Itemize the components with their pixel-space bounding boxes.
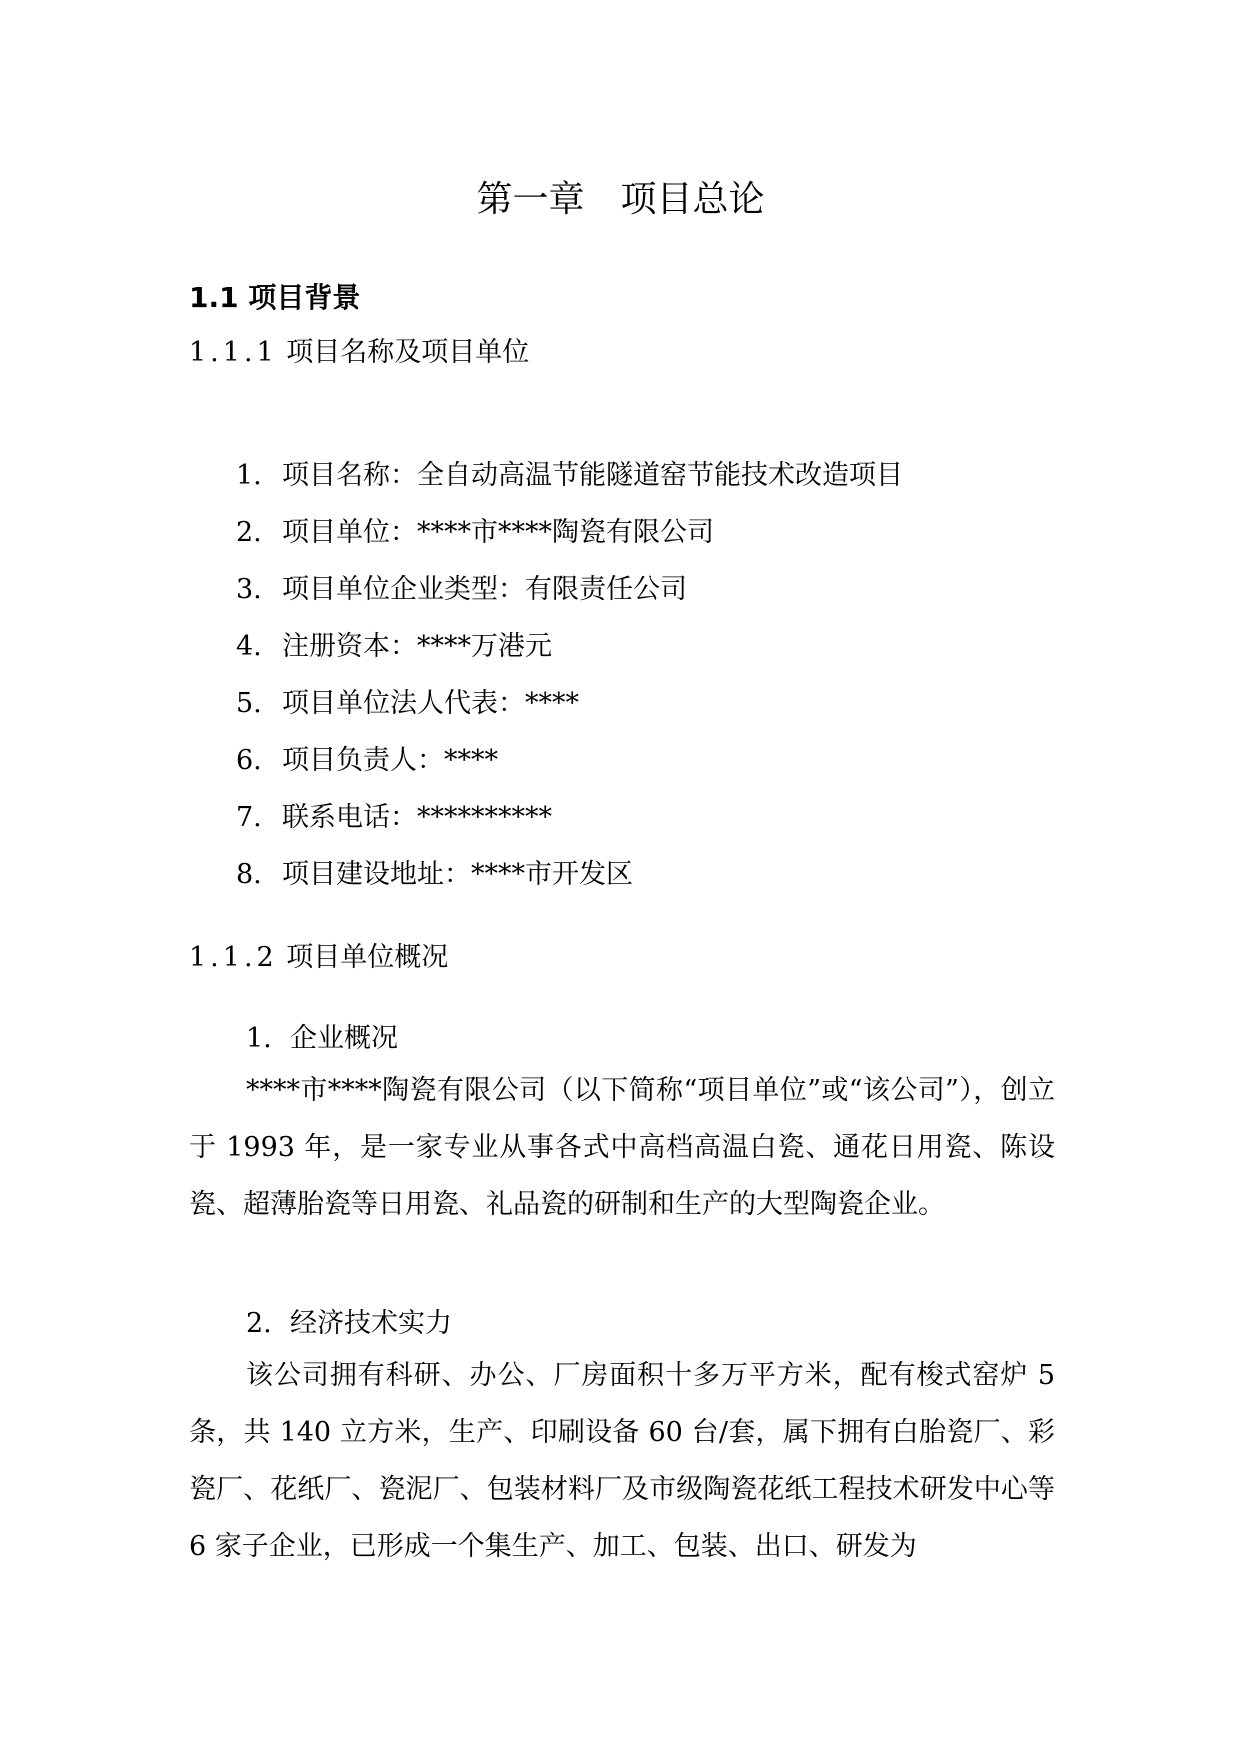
- list-item: [236, 855, 903, 912]
- item-text: 项目负责人：****: [282, 745, 498, 776]
- list-item: [236, 570, 903, 627]
- item-text: 项目单位法人代表：****: [282, 688, 579, 719]
- section-heading-1-1-2: [189, 938, 448, 978]
- project-info-list: [236, 456, 903, 912]
- section-number: 1.1.2: [189, 942, 278, 973]
- section-title: 项目单位概况: [286, 942, 449, 973]
- list-item: [236, 627, 903, 684]
- section-title: 项目名称及项目单位: [286, 337, 530, 368]
- item-number: 8.: [236, 859, 262, 890]
- list-item: [236, 513, 903, 570]
- subheading-number: 2.: [246, 1308, 272, 1339]
- chapter-title: 第一章 项目总论: [476, 179, 765, 220]
- item-text: 项目建设地址：****市开发区: [282, 859, 633, 890]
- list-item: [236, 456, 903, 513]
- item-number: 5.: [236, 688, 262, 719]
- section-number: 1.1.1: [189, 337, 278, 368]
- item-text: 注册资本：****万港元: [282, 631, 552, 662]
- section-heading-1-1: 1.1 项目背景: [189, 281, 361, 314]
- paragraph-economic-strength: 该公司拥有科研、办公、厂房面积十多万平方米，配有梭式窑炉 5 条，共 140 立方米，生产、印刷设备 60 台/套，属下拥有白胎瓷厂、彩瓷厂、花纸厂、瓷泥厂、包装材料厂及市级陶瓷花纸工程技术研发中心等 6 家子企业，已形成一个集生产、加工、包装、出口、研发为: [189, 1360, 1055, 1562]
- paragraph-company-overview: ****市****陶瓷有限公司（以下简称“项目单位”或“该公司”），创立于 1993 年，是一家专业从事各式中高档高温白瓷、通花日用瓷、陈设瓷、超薄胎瓷等日用瓷、礼品瓷的研制和生产的大型陶瓷企业。: [189, 1075, 1055, 1220]
- item-number: 3.: [236, 574, 262, 605]
- item-text: 项目单位：****市****陶瓷有限公司: [282, 517, 714, 548]
- item-number: 7.: [236, 802, 262, 833]
- subheading-text: 企业概况: [290, 1023, 398, 1054]
- list-item: [236, 684, 903, 741]
- subheading-text: 经济技术实力: [290, 1308, 452, 1339]
- item-text: 联系电话：**********: [282, 802, 552, 833]
- item-number: 2.: [236, 517, 262, 548]
- subheading-economic-strength: [246, 1304, 452, 1344]
- item-number: 1.: [236, 460, 262, 491]
- item-text: 项目单位企业类型：有限责任公司: [282, 574, 687, 605]
- list-item: [236, 798, 903, 855]
- item-number: 6.: [236, 745, 262, 776]
- section-heading-1-1-1: [189, 333, 529, 373]
- item-text: 项目名称：全自动高温节能隧道窑节能技术改造项目: [282, 460, 903, 491]
- list-item: [236, 741, 903, 798]
- subheading-number: 1.: [246, 1023, 272, 1054]
- item-number: 4.: [236, 631, 262, 662]
- subheading-company-overview: [246, 1019, 398, 1059]
